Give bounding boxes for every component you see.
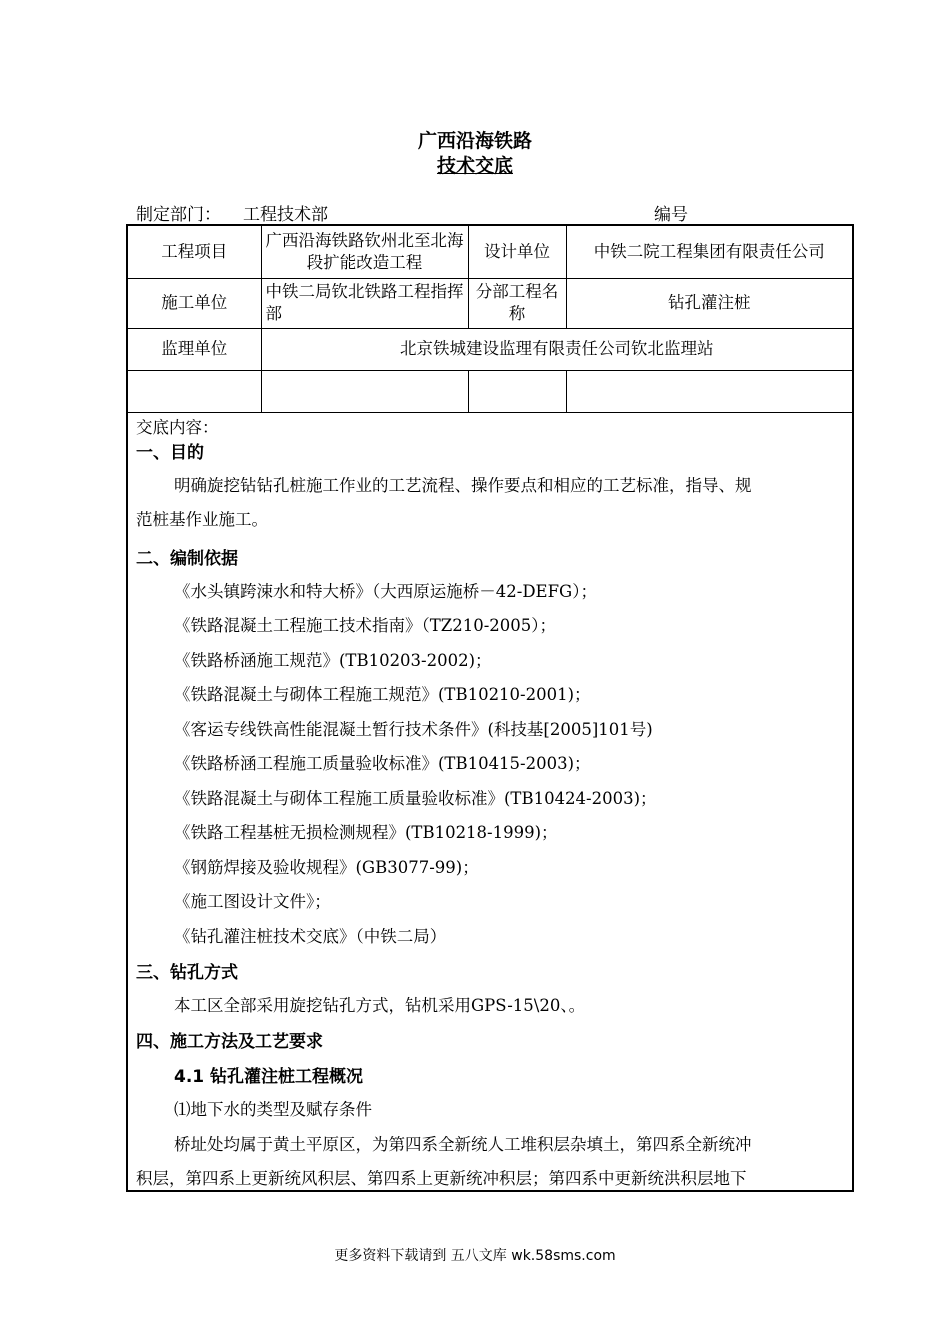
project-value: 广西沿海铁路钦州北至北海段扩能改造工程 (261, 226, 468, 278)
section-heading-3: 三、钻孔方式 (136, 963, 238, 983)
table-row (128, 328, 852, 370)
section-heading-2: 二、编制依据 (136, 549, 238, 569)
construction-unit-label: 施工单位 (128, 278, 261, 328)
supervision-unit-value: 北京铁城建设监理有限责任公司钦北监理站 (261, 328, 852, 370)
reference-item: 《铁路工程基桩无损检测规程》(TB10218-1999)； (174, 823, 558, 842)
reference-item: 《施工图设计文件》； (174, 892, 331, 911)
paragraph: 明确旋挖钻钻孔桩施工作业的工艺流程、操作要点和相应的工艺标准，指导、规 (174, 476, 752, 495)
doc-subtitle: 技术交底 (436, 155, 513, 177)
reference-item: 《铁路桥涵施工规范》(TB10203-2002)； (174, 651, 492, 670)
reference-item: 《钻孔灌注桩技术交底》（中铁二局） (174, 927, 447, 946)
paragraph: ⑴地下水的类型及赋存条件 (174, 1100, 372, 1119)
reference-item: 《铁路混凝土工程施工技术指南》（TZ210-2005）； (174, 616, 557, 635)
section-heading-1: 一、目的 (136, 443, 204, 463)
section-heading-4: 四、施工方法及工艺要求 (136, 1032, 323, 1052)
reference-item: 《钢筋焊接及验收规程》(GB3077-99)； (174, 858, 479, 877)
info-table (128, 226, 852, 413)
paragraph: 桥址处均属于黄土平原区，为第四系全新统人工堆积层杂填土，第四系全新统冲 (174, 1135, 752, 1154)
table-row (128, 278, 852, 328)
reference-item: 《铁路混凝土与砌体工程施工质量验收标准》(TB10424-2003)； (174, 789, 657, 808)
sub-project-value: 钻孔灌注桩 (566, 278, 852, 328)
reference-item: 《铁路混凝土与砌体工程施工规范》(TB10210-2001)； (174, 685, 591, 704)
supervision-unit-label: 监理单位 (128, 328, 261, 370)
reference-item: 《铁路桥涵工程施工质量验收标准》(TB10415-2003)； (174, 754, 591, 773)
footer-text: 更多资料下载请到 五八文库 wk.58sms.com (334, 1248, 616, 1264)
table-row (128, 226, 852, 278)
project-label: 工程项目 (128, 226, 261, 278)
doc-title: 广西沿海铁路 (417, 130, 532, 152)
design-unit-label: 设计单位 (468, 226, 566, 278)
reference-item: 《水头镇跨涑水和特大桥》（大西原运施桥－42-DEFG）； (174, 582, 597, 601)
dept-label: 制定部门： (136, 205, 221, 225)
document-frame (126, 224, 854, 1192)
construction-unit-value: 中铁二局钦北铁路工程指挥部 (261, 278, 468, 328)
sub-project-label: 分部工程名称 (468, 278, 566, 328)
number-label: 编号 (654, 205, 688, 225)
intro-label: 交底内容： (136, 418, 219, 437)
dept-value: 工程技术部 (243, 205, 328, 225)
paragraph: 积层，第四系上更新统风积层、第四系上更新统冲积层；第四系中更新统洪积层地下 (136, 1169, 747, 1188)
table-row-empty (128, 370, 852, 412)
design-unit-value: 中铁二院工程集团有限责任公司 (566, 226, 852, 278)
paragraph: 范桩基作业施工。 (136, 510, 268, 529)
reference-item: 《客运专线铁高性能混凝土暂行技术条件》(科技基[2005]101号) (174, 720, 653, 739)
paragraph: 本工区全部采用旋挖钻孔方式，钻机采用GPS-15\20、。 (174, 996, 586, 1015)
subsection-heading: 4.1 钻孔灌注桩工程概况 (174, 1067, 364, 1087)
